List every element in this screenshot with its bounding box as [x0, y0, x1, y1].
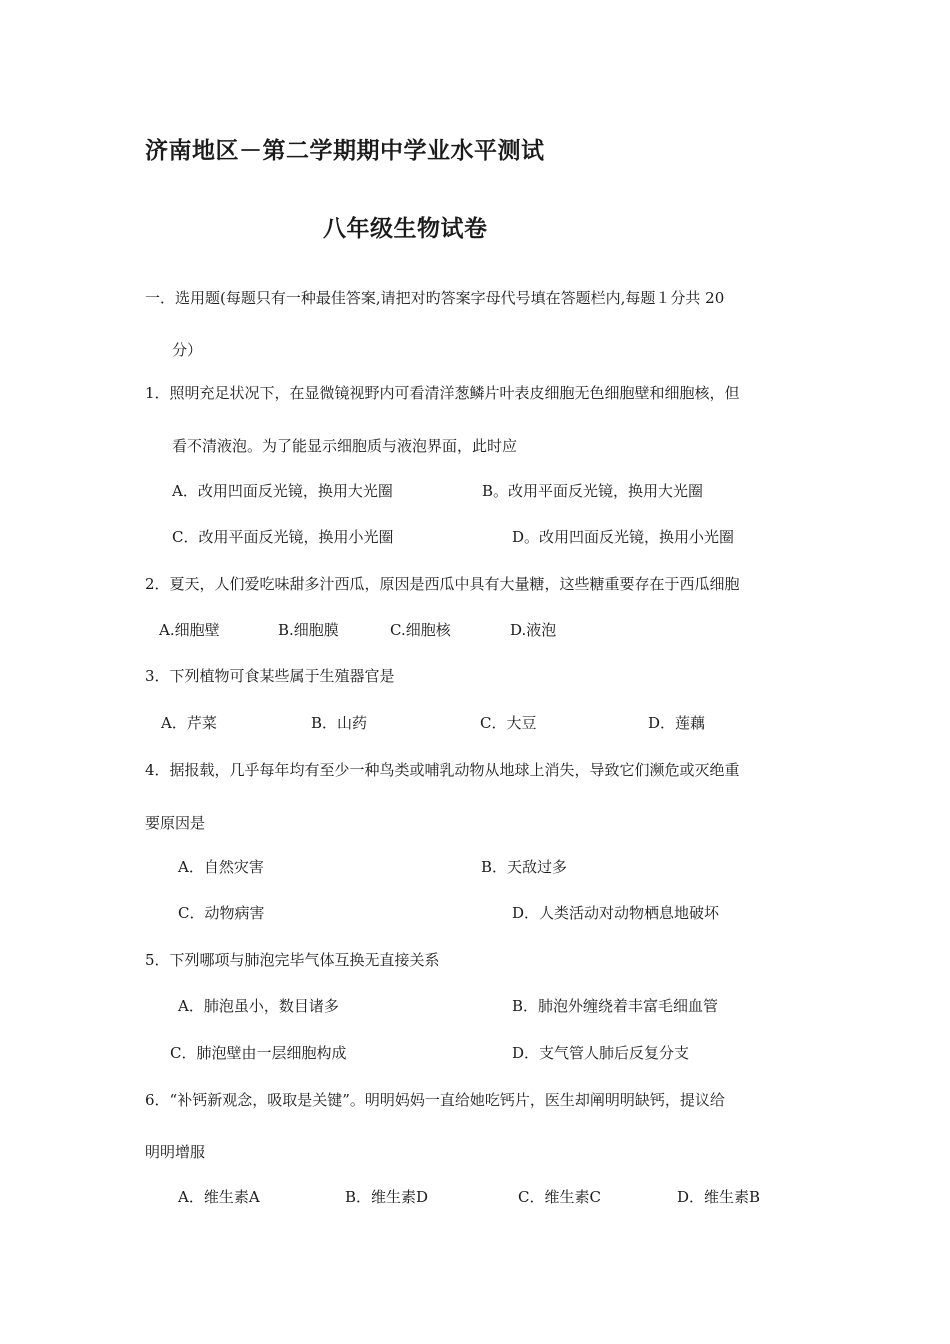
- question-1-option-c: C．改用平面反光镜，换用小光圈: [172, 528, 394, 546]
- question-3-option-a: A．芹菜: [161, 714, 217, 732]
- question-4-stem-cont: 要原因是: [145, 814, 206, 832]
- question-6-stem: 6．“补钙新观念，吸取是关键”。明明妈妈一直给她吃钙片，医生却阐明明缺钙，提议给: [145, 1091, 725, 1109]
- section-heading: 一．选用题(每题只有一种最佳答案,请把对旳答案字母代号填在答题栏内,每题１分共 20: [145, 289, 725, 307]
- question-4-option-c: C．动物病害: [178, 904, 265, 922]
- question-5-option-a: A．肺泡虽小，数目诸多: [178, 997, 339, 1015]
- question-1-stem: 1．照明充足状况下，在显微镜视野内可看清洋葱鳞片叶表皮细胞无色细胞壁和细胞核，但: [145, 384, 740, 402]
- question-4-option-a: A．自然灾害: [178, 858, 264, 876]
- question-4-option-d: D．人类活动对动物栖息地破坏: [512, 904, 720, 922]
- question-2-stem: 2．夏天，人们爱吃味甜多汁西瓜，原因是西瓜中具有大量糖，这些糖重要存在于西瓜细胞: [145, 575, 740, 593]
- question-6-option-a: A．维生素A: [178, 1188, 260, 1206]
- section-heading-cont: 分）: [172, 341, 203, 359]
- question-6-option-c: C．维生素C: [518, 1188, 601, 1206]
- question-5-stem: 5．下列哪项与肺泡完毕气体互换无直接关系: [145, 951, 440, 969]
- question-3-option-b: B．山药: [311, 714, 368, 732]
- question-2-option-d: D.液泡: [510, 621, 557, 639]
- exam-subtitle: 八年级生物试卷: [323, 215, 488, 242]
- question-6-option-d: D．维生素B: [677, 1188, 761, 1206]
- exam-title: 济南地区－第二学期期中学业水平测试: [145, 137, 545, 164]
- question-4-stem: 4．据报载，几乎每年均有至少一种鸟类或哺乳动物从地球上消失，导致它们濒危或灭绝重: [145, 761, 740, 779]
- question-2-option-b: B.细胞膜: [278, 621, 339, 639]
- question-5-option-d: D．支气管人肺后反复分支: [512, 1044, 690, 1062]
- question-1-stem-cont: 看不清液泡。为了能显示细胞质与液泡界面，此时应: [172, 437, 518, 455]
- question-1-option-d: D。改用凹面反光镜，换用小光圈: [512, 528, 735, 546]
- question-1-option-b: B。改用平面反光镜，换用大光圈: [482, 482, 704, 500]
- question-3-option-d: D．莲藕: [648, 714, 706, 732]
- question-1-option-a: A．改用凹面反光镜，换用大光圈: [172, 482, 393, 500]
- question-5-option-c: C．肺泡壁由一层细胞构成: [170, 1044, 347, 1062]
- question-2-option-a: A.细胞壁: [159, 621, 220, 639]
- question-6-option-b: B．维生素D: [345, 1188, 429, 1206]
- question-5-option-b: B．肺泡外缠绕着丰富毛细血管: [512, 997, 719, 1015]
- question-4-option-b: B．天敌过多: [481, 858, 568, 876]
- question-3-option-c: C．大豆: [480, 714, 537, 732]
- question-2-option-c: C.细胞核: [390, 621, 451, 639]
- question-6-stem-cont: 明明增服: [145, 1143, 206, 1161]
- question-3-stem: 3．下列植物可食某些属于生殖器官是: [145, 667, 395, 685]
